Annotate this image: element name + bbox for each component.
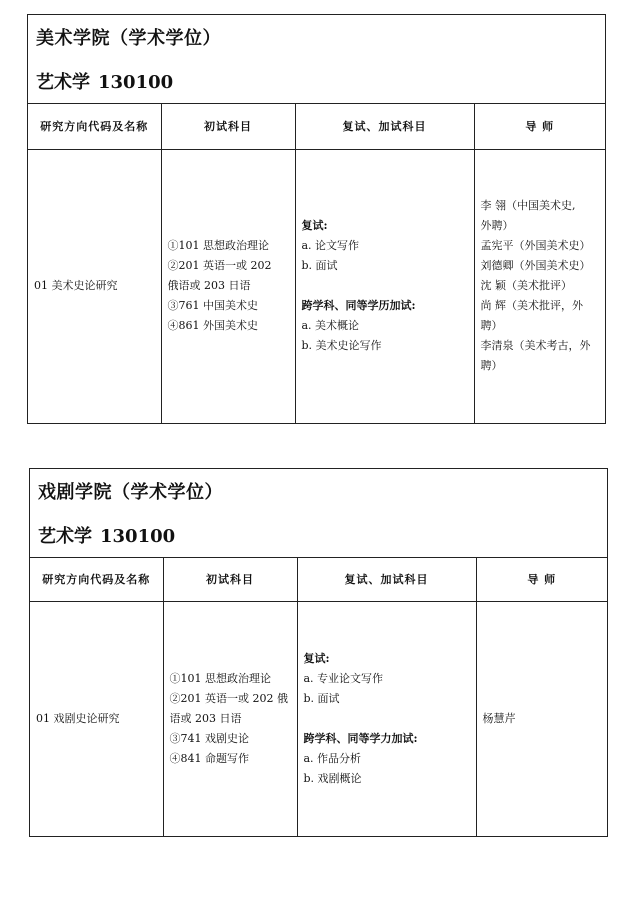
- extra-exam-item: a. 美术概论: [301, 319, 360, 333]
- extra-exam-title: 跨学科、同等学历加试:: [301, 299, 416, 313]
- initial-subject: ①101 思想政治理论: [169, 671, 271, 685]
- col-header-retest: 复试、加试科目: [297, 558, 476, 601]
- extra-exam-item: a. 作品分析: [303, 751, 362, 765]
- research-direction: 01 戏剧史论研究: [30, 601, 163, 836]
- major-name: 艺术学: [38, 526, 92, 547]
- retest-item: a. 专业论文写作: [303, 671, 384, 685]
- retest-cell: [297, 601, 476, 836]
- tutor-line: 尚 辉（美术批评，外: [480, 299, 583, 313]
- tutor-line: 孟宪平（外国美术史）: [480, 239, 591, 253]
- initial-subject: 语或 203 日语: [169, 711, 242, 725]
- table-header-row: [30, 558, 607, 601]
- col-header-tutor: 导 师: [474, 104, 605, 149]
- extra-exam-item: b. 美术史论写作: [301, 339, 382, 353]
- major-title: [36, 68, 173, 94]
- major-code: 130100: [100, 526, 176, 547]
- col-header-direction: 研究方向代码及名称: [30, 558, 163, 601]
- tutor-cell: [476, 601, 607, 836]
- tutor-line: 聘）: [480, 319, 503, 333]
- tutor-line: 李清泉（美术考古，外: [480, 339, 591, 353]
- initial-subject: 俄语或 203 日语: [167, 279, 251, 293]
- tutor-line: 刘德卿（外国美术史）: [480, 259, 591, 273]
- col-header-initial-exam: 初试科目: [163, 558, 297, 601]
- retest-item: a. 论文写作: [301, 239, 360, 253]
- major-title: [38, 522, 175, 548]
- major-name: 艺术学: [36, 72, 90, 93]
- col-header-tutor: 导 师: [476, 558, 607, 601]
- tutor-line: 沈 颖（美术批评）: [480, 279, 572, 293]
- initial-subject: ①101 思想政治理论: [167, 239, 269, 253]
- initial-subject: ②201 英语一或 202: [167, 259, 272, 273]
- tutor-line: 杨慧芹: [482, 711, 516, 725]
- initial-subjects-cell: [163, 601, 297, 836]
- program-header: [28, 15, 605, 104]
- drama-program-block: [29, 468, 608, 837]
- school-title: 美术学院（学术学位）: [36, 28, 221, 49]
- col-header-retest: 复试、加试科目: [295, 104, 474, 149]
- school-title: 戏剧学院（学术学位）: [38, 482, 223, 503]
- extra-exam-item: b. 戏剧概论: [303, 771, 362, 785]
- initial-subject: ④841 命题写作: [169, 751, 249, 765]
- initial-subject: ③761 中国美术史: [167, 299, 258, 313]
- retest-item: b. 面试: [303, 691, 340, 705]
- tutor-line: 李 翎（中国美术史,: [480, 199, 576, 213]
- fine-arts-program-block: [27, 14, 606, 424]
- retest-item: b. 面试: [301, 259, 338, 273]
- table-row: [30, 601, 607, 836]
- tutor-cell: [474, 149, 605, 423]
- initial-subject: ②201 英语一或 202 俄: [169, 691, 288, 705]
- major-code: 130100: [98, 72, 174, 93]
- retest-title: 复试:: [301, 219, 328, 233]
- col-header-initial-exam: 初试科目: [161, 104, 295, 149]
- tutor-line: 外聘）: [480, 219, 514, 233]
- program-header: [30, 469, 607, 558]
- tutor-line: 聘）: [480, 359, 503, 373]
- col-header-direction: 研究方向代码及名称: [28, 104, 161, 149]
- retest-title: 复试:: [303, 651, 330, 665]
- initial-subject: ③741 戏剧史论: [169, 731, 249, 745]
- research-direction: 01 美术史论研究: [28, 149, 161, 423]
- initial-subject: ④861 外国美术史: [167, 319, 258, 333]
- program-table: [30, 558, 607, 836]
- table-header-row: [28, 104, 605, 149]
- table-row: [28, 149, 605, 423]
- retest-cell: [295, 149, 474, 423]
- initial-subjects-cell: [161, 149, 295, 423]
- program-table: [28, 104, 605, 423]
- extra-exam-title: 跨学科、同等学力加试:: [303, 731, 418, 745]
